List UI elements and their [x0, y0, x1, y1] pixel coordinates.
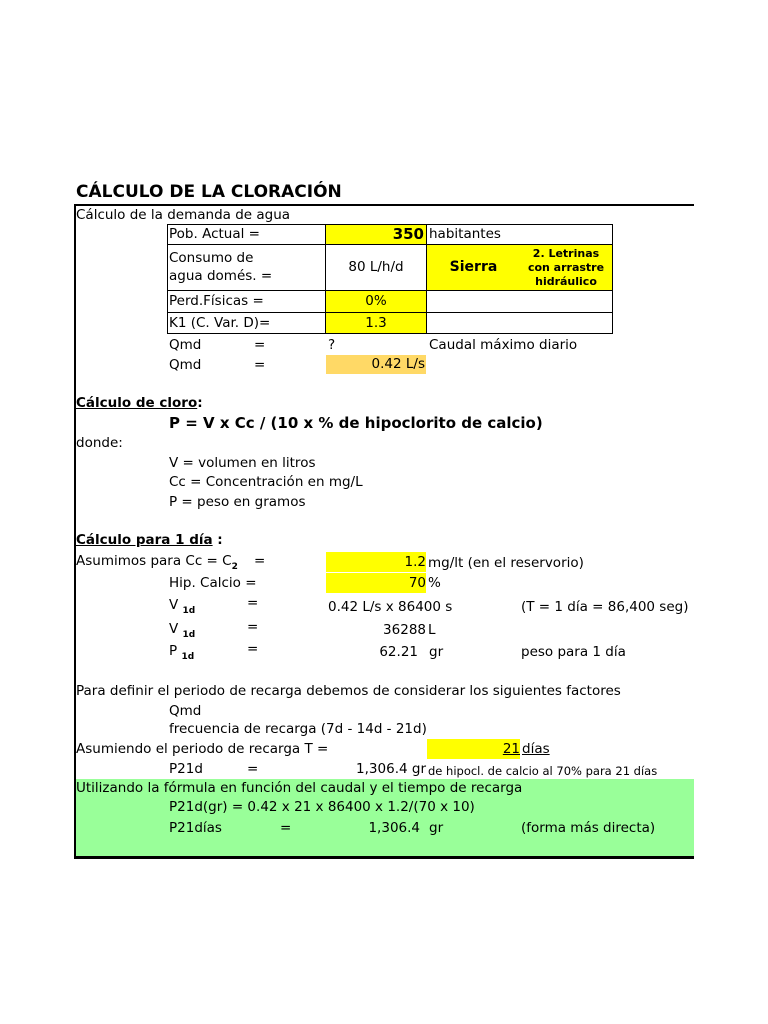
- hip-value[interactable]: 70: [326, 573, 426, 593]
- cloro-formula: P = V x Cc / (10 x % de hipoclorito de calcio): [169, 414, 543, 432]
- donde-label: donde:: [76, 435, 123, 451]
- p-definition: P = peso en gramos: [169, 494, 306, 510]
- k1-value[interactable]: 1.3: [326, 313, 426, 333]
- formula-label: P21días: [169, 820, 222, 836]
- k1-label: K1 (C. Var. D)=: [169, 315, 271, 331]
- qmd1-value: ?: [328, 337, 336, 353]
- page-title: CÁLCULO DE LA CLORACIÓN: [76, 182, 342, 202]
- p21-row-value: [326, 760, 426, 778]
- p1-note: peso para 1 día: [521, 644, 626, 660]
- letrinas-line-3: hidráulico: [535, 275, 597, 288]
- formula-intro: Utilizando la fórmula en función del caudal y el tiempo de recarga: [76, 780, 523, 796]
- frame-bottom-border: [74, 856, 694, 859]
- periodo-factor-1: Qmd: [169, 703, 202, 719]
- consumo-value[interactable]: 80 L/h/d: [348, 259, 404, 275]
- v2-unit: L: [428, 622, 436, 638]
- p21-value: 1,306.4: [356, 761, 408, 777]
- cc-unit: mg/lt (en el reservorio): [428, 555, 584, 571]
- perd-value[interactable]: 0%: [326, 291, 426, 312]
- p1-value: 62.21: [379, 644, 418, 660]
- consumo-label-2: agua domés. =: [169, 268, 273, 284]
- formula-equals: =: [280, 820, 292, 836]
- pob-label: Pob. Actual =: [169, 226, 260, 242]
- v1-label: V: [169, 597, 179, 613]
- p1-unit: gr: [429, 644, 444, 660]
- t-unit: días: [522, 741, 550, 757]
- v1-equals: =: [247, 595, 259, 611]
- p1-row: [169, 642, 194, 666]
- p1-subscript: 1d: [181, 652, 195, 662]
- dia-heading-colon: :: [212, 532, 223, 548]
- letrinas-line-1: 2. Letrinas: [532, 247, 600, 260]
- v1-subscript: 1d: [182, 606, 196, 616]
- asumiendo-label: Asumiendo el periodo de recarga T =: [76, 741, 329, 757]
- formula-note: (forma más directa): [521, 820, 656, 836]
- dia-heading: Cálculo para 1 día: [76, 532, 213, 548]
- p21-equals: =: [247, 761, 259, 777]
- asumimos-equals: =: [254, 553, 266, 569]
- cc-definition: Cc = Concentración en mg/L: [169, 474, 363, 490]
- qmd1-label: Qmd: [169, 337, 202, 353]
- cc-value[interactable]: 1.2: [326, 552, 426, 572]
- dia-heading-row: [76, 531, 223, 549]
- cloro-heading-row: [76, 394, 203, 412]
- asumimos-subscript: 2: [231, 562, 238, 572]
- v1-row: [169, 596, 195, 620]
- formula-unit: gr: [429, 820, 444, 836]
- letrinas-line-2: con arrastre: [527, 261, 605, 274]
- v2-equals: =: [247, 619, 259, 635]
- formula-expression: P21d(gr) = 0.42 x 21 x 86400 x 1.2/(70 x 10): [169, 799, 475, 815]
- p21-unit: gr: [411, 761, 426, 777]
- cloro-heading-colon: :: [197, 395, 203, 411]
- p1-equals: =: [247, 641, 259, 657]
- perd-label: Perd.Físicas =: [169, 293, 264, 309]
- hip-unit: %: [428, 575, 441, 591]
- v1-note: (T = 1 día = 86,400 seg): [521, 599, 689, 615]
- v2-row: [169, 620, 195, 644]
- p21-note: de hipocl. de calcio al 70% para 21 días: [428, 764, 658, 778]
- qmd2-label: Qmd: [169, 357, 202, 373]
- v1-expression: 0.42 L/s x 86400 s: [328, 599, 453, 615]
- p1-label: P: [169, 643, 178, 659]
- region-value[interactable]: Sierra: [427, 245, 520, 290]
- hip-label: Hip. Calcio =: [169, 575, 257, 591]
- qmd1-description: Caudal máximo diario: [429, 337, 578, 353]
- asumimos-label: Asumimos para Cc = C: [76, 553, 232, 569]
- qmd1-equals: =: [254, 337, 266, 353]
- qmd2-equals: =: [254, 357, 266, 373]
- t-value: 21: [502, 741, 520, 757]
- letrinas-cell[interactable]: [520, 245, 612, 290]
- v2-subscript: 1d: [182, 630, 196, 640]
- formula-value: 1,306.4: [368, 820, 420, 836]
- t-value-cell[interactable]: [427, 739, 520, 759]
- demanda-heading: Cálculo de la demanda de agua: [76, 207, 291, 223]
- pob-unit: habitantes: [429, 226, 501, 242]
- v-definition: V = volumen en litros: [169, 455, 316, 471]
- p21-label: P21d: [169, 761, 203, 777]
- periodo-factor-2: frecuencia de recarga (7d - 14d - 21d): [169, 721, 427, 737]
- qmd2-value[interactable]: 0.42 L/s: [326, 355, 426, 374]
- v2-label: V: [169, 621, 179, 637]
- v2-value: 36288: [383, 622, 426, 638]
- asumimos-row: [76, 552, 238, 576]
- pob-value[interactable]: 350: [326, 225, 426, 244]
- periodo-intro: Para definir el periodo de recarga debemos de considerar los siguientes factores: [76, 683, 621, 699]
- consumo-label-1: Consumo de: [169, 250, 254, 266]
- cloro-heading: Cálculo de cloro: [76, 395, 198, 411]
